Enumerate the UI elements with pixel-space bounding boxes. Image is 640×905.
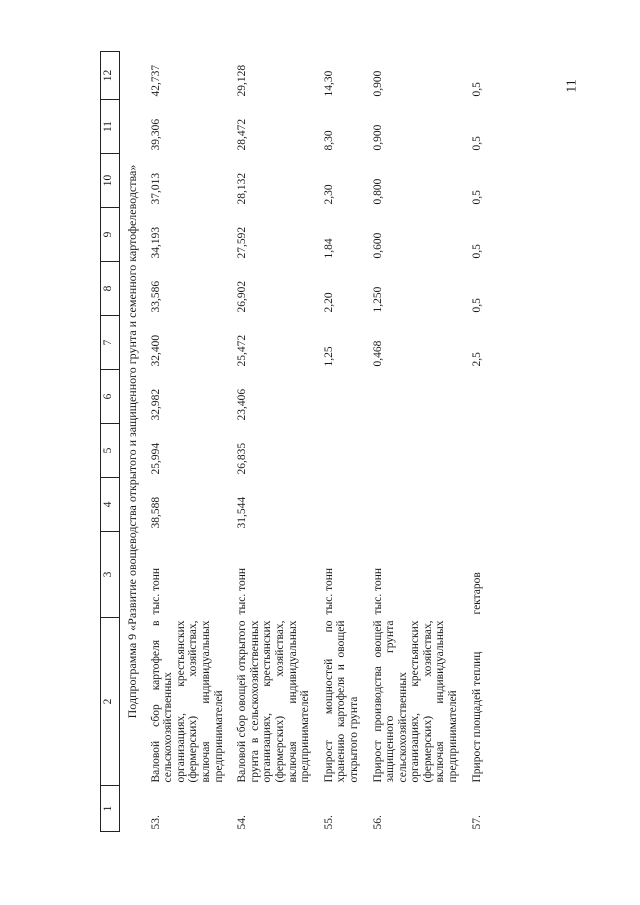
value-cell: 1,250 [371,286,384,313]
column-header: 8 [101,262,120,316]
value-cell: 0,5 [470,82,483,97]
column-header: 10 [101,154,120,208]
row-number: 53. [149,815,162,830]
value-cell: 8,30 [322,130,335,151]
value-cell [369,424,468,478]
column-header-row [101,52,120,832]
value-cell: 2,5 [470,352,483,367]
unit-cell: гектаров [470,572,483,615]
row-number: 54. [236,815,249,830]
value-cell: 27,592 [236,226,249,259]
value-cell: 0,900 [371,124,384,151]
column-header: 4 [101,478,120,532]
value-cell: 33,586 [149,280,162,313]
value-cell: 23,406 [236,388,249,421]
table-row [147,52,234,832]
column-header: 3 [101,532,120,618]
unit-cell: тыс. тонн [149,567,162,615]
column-header: 11 [101,100,120,154]
column-header: 1 [101,786,120,832]
value-cell [468,424,492,478]
column-header: 9 [101,208,120,262]
table-row [369,52,468,832]
column-header: 2 [101,618,120,786]
indicator-name: Прирост мощностей по хранению картофеля и овощей открытого грунта [322,620,360,783]
indicator-name: Прирост площадей теплиц [470,651,483,783]
value-cell [369,478,468,532]
unit-cell: тыс. тонн [371,567,384,615]
table-body [147,52,492,832]
value-cell: 0,468 [371,340,384,367]
value-cell: 0,5 [470,190,483,205]
column-header: 6 [101,370,120,424]
value-cell: 25,472 [236,334,249,367]
page-number: 11 [564,79,580,93]
unit-cell: тыс. тонн [236,567,249,615]
subprogram-row [120,52,147,832]
row-number: 56. [371,815,384,830]
value-cell: 31,544 [236,496,249,529]
value-cell: 0,800 [371,178,384,205]
column-header: 5 [101,424,120,478]
value-cell [468,478,492,532]
value-cell: 37,013 [149,172,162,205]
value-cell: 0,900 [371,70,384,97]
value-cell [320,424,369,478]
value-cell: 26,835 [236,442,249,475]
indicator-name: Прирост производства овощей защищенного грунта сельскохозяйственных организациях, крестьянских (фермерских) хозяйствах, включая индивидуальных предпринимателей [371,620,460,783]
value-cell: 0,600 [371,232,384,259]
value-cell: 38,588 [149,496,162,529]
value-cell: 1,25 [322,346,335,367]
value-cell [320,478,369,532]
indicator-name: Валовой сбор картофеля в сельскохозяйственных организациях, крестьянских (фермерских) хозяйствах, включая индивидуальных предпринимателей [149,620,225,783]
value-cell: 2,30 [322,184,335,205]
indicator-name: Валовой сбор овощей открытого грунта в сельскохозяйственных организациях, крестьянских (фермерских) хозяйствах, включая индивидуальных предпринимателей [236,620,312,783]
value-cell: 32,982 [149,388,162,421]
value-cell: 29,128 [236,64,249,97]
value-cell: 28,132 [236,172,249,205]
value-cell: 26,902 [236,280,249,313]
value-cell: 14,30 [322,70,335,97]
value-cell: 0,5 [470,136,483,151]
value-cell: 0,5 [470,298,483,313]
indicators-table [100,52,510,832]
column-header: 12 [101,52,120,100]
value-cell: 2,20 [322,292,335,313]
value-cell: 28,472 [236,118,249,151]
row-number: 57. [470,815,483,830]
value-cell [369,370,468,424]
table-row [468,52,492,832]
value-cell: 34,193 [149,226,162,259]
unit-cell: тыс. тонн [322,567,335,615]
row-number: 55. [322,815,335,830]
table-row [320,52,369,832]
value-cell: 0,5 [470,244,483,259]
value-cell: 32,400 [149,334,162,367]
value-cell: 39,306 [149,118,162,151]
value-cell: 25,994 [149,442,162,475]
value-cell [320,370,369,424]
value-cell: 42,737 [149,64,162,97]
value-cell: 1,84 [322,238,335,259]
column-header: 7 [101,316,120,370]
table-row [233,52,320,832]
subprogram-title: Подпрограмма 9 «Развитие овощеводства открытого и защищенного грунта и семенного картофелеводства» [125,164,139,719]
rotated-table-frame [100,52,510,832]
value-cell [468,370,492,424]
